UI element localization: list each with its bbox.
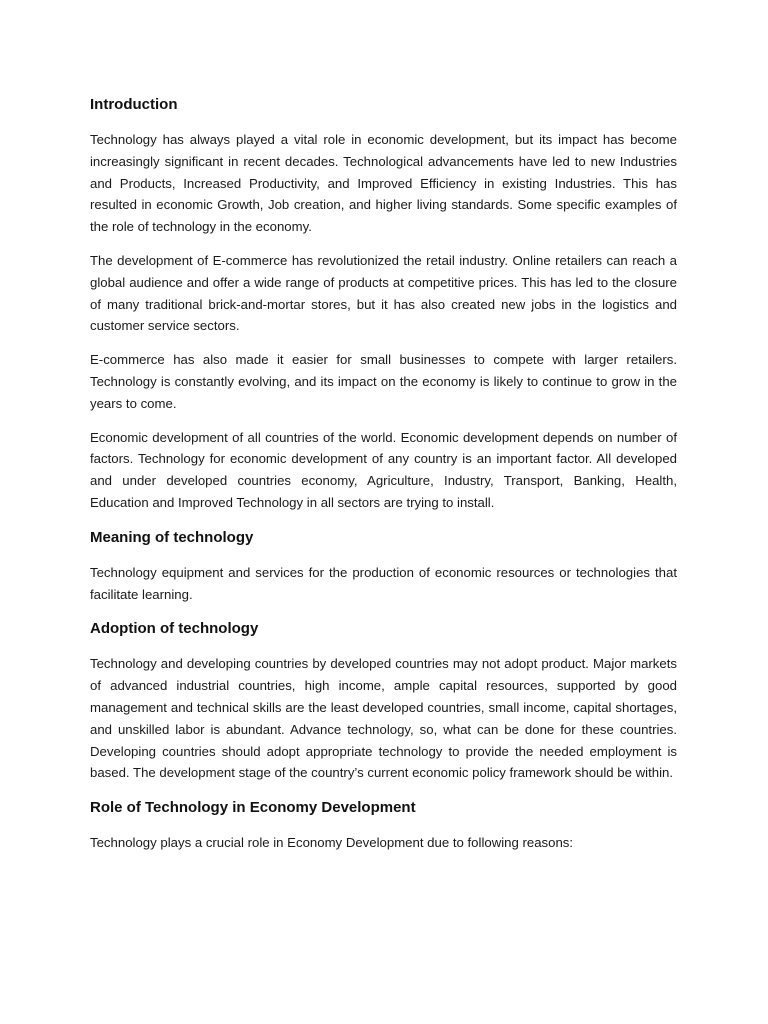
paragraph: Technology plays a crucial role in Economy Development due to following reasons: bbox=[90, 835, 574, 851]
document-page bbox=[90, 93, 677, 866]
heading-role-of-technology: Role of Technology in Economy Development bbox=[90, 799, 416, 817]
paragraph: Economic development of all countries of the world. Economic development depends on number of factors. Technology for economic development of any country is an important factor. All developed and under developed countries economy, Agriculture, Industry, Transport, Banking, Health, Education and Improved Technology in all sectors are trying to install. bbox=[90, 429, 677, 510]
section-adoption-of-technology bbox=[90, 617, 677, 784]
paragraph: E-commerce has also made it easier for small businesses to compete with larger retailers. Technology is constantly evolving, and its impact on the economy is likely to continue to grow in the years to come. bbox=[90, 352, 677, 411]
paragraph: Technology has always played a vital role in economic development, but its impact has become increasingly significant in recent decades. Technological advancements have led to new Industries and Products, Increased Productivity, and Improved Efficiency in existing Industries. This has resulted in economic Growth, Job creation, and higher living standards. Some specific examples of the role of technology in the economy. bbox=[90, 132, 677, 235]
paragraph: The development of E-commerce has revolutionized the retail industry. Online retailers can reach a global audience and offer a wide range of products at competitive prices. This has led to the closure of many traditional brick-and-mortar stores, but it has also created new jobs in the logistics and customer service sectors. bbox=[90, 252, 677, 334]
section-introduction bbox=[90, 93, 677, 514]
section-meaning-of-technology bbox=[90, 526, 677, 606]
paragraph: Technology and developing countries by developed countries may not adopt product. Major markets of advanced industrial countries, high income, ample capital resources, supported by good management and technical skills are the least developed countries, small income, capital shortages, and unskilled labor is abundant. Advance technology, so, what can be done for these countries. Developing countries should adopt appropriate technology to provide the needed employment is based. The development stage of the country’s current economic policy framework should be within. bbox=[90, 656, 677, 781]
section-role-of-technology bbox=[90, 796, 677, 854]
paragraph: Technology equipment and services for the production of economic resources or technologies that facilitate learning. bbox=[90, 564, 677, 602]
heading-introduction: Introduction bbox=[90, 96, 178, 113]
heading-adoption-of-technology: Adoption of technology bbox=[90, 620, 259, 638]
heading-meaning-of-technology: Meaning of technology bbox=[90, 528, 254, 546]
